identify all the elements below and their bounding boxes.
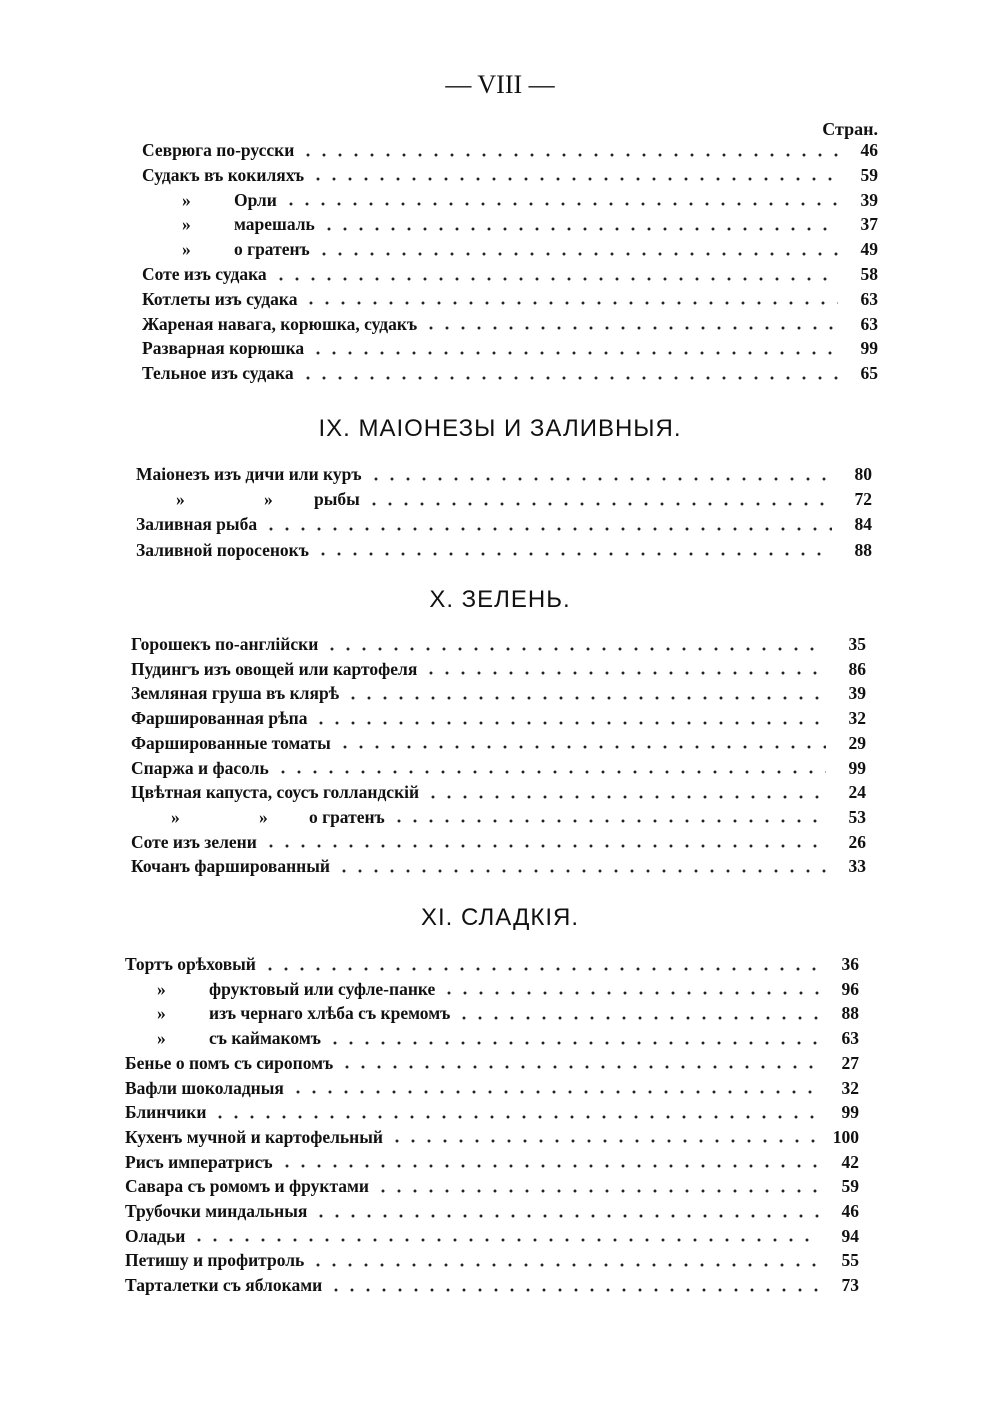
toc-entry xyxy=(142,287,878,312)
toc-entry-page: 63 xyxy=(860,288,878,309)
toc-entry xyxy=(131,657,866,682)
dot-leader xyxy=(300,375,838,381)
toc-entry-title: Севрюга по-русски xyxy=(142,140,295,160)
toc-entry-page: 59 xyxy=(841,1176,859,1197)
toc-entry-page: 73 xyxy=(841,1275,859,1296)
dot-leader xyxy=(456,1015,819,1021)
toc-entry-page: 32 xyxy=(848,708,866,729)
dot-leader xyxy=(313,1213,819,1219)
toc-entry-page: 88 xyxy=(841,1003,859,1024)
section-heading: IX. МАIОНЕЗЫ И ЗАЛИВНЫЯ. xyxy=(318,415,682,442)
toc-entry-page: 37 xyxy=(860,214,878,235)
dot-leader xyxy=(212,1114,819,1120)
dot-leader xyxy=(310,1262,819,1268)
ditto-mark: » xyxy=(264,489,273,510)
ditto-mark: » xyxy=(157,1028,166,1049)
toc-entry-title: Трубочки миндальныя xyxy=(125,1201,308,1221)
dot-leader xyxy=(339,1064,819,1070)
toc-entry xyxy=(125,1100,859,1125)
toc-entry xyxy=(157,1001,859,1026)
toc-entry-page: 72 xyxy=(854,489,872,510)
dot-leader xyxy=(423,325,838,331)
toc-entry-page: 80 xyxy=(854,464,872,484)
toc-entry-page: 53 xyxy=(848,806,866,827)
toc-entry-page: 26 xyxy=(848,831,866,852)
dot-leader xyxy=(315,551,832,557)
toc-entry-title: Рисъ императрисъ xyxy=(125,1151,273,1172)
toc-entry-page: 27 xyxy=(841,1052,859,1073)
dot-leader xyxy=(366,501,832,507)
toc-entry-page: 55 xyxy=(841,1250,859,1271)
toc-entry xyxy=(157,1026,859,1051)
toc-entry-title: Пудингъ изъ овощей или картофеля xyxy=(131,658,418,679)
dot-leader xyxy=(310,176,838,182)
dot-leader xyxy=(441,990,819,996)
toc-entry xyxy=(142,163,878,188)
dot-leader xyxy=(310,350,838,356)
toc-entry-title: Жареная навага, корюшка, судакъ xyxy=(142,313,418,334)
toc-entry-page: 84 xyxy=(854,514,872,535)
toc-entry xyxy=(125,952,859,977)
ditto-mark: » xyxy=(182,189,191,210)
dot-leader xyxy=(191,1237,819,1243)
toc-entry-page: 42 xyxy=(841,1151,859,1172)
toc-entry xyxy=(125,1248,859,1273)
toc-entry-title: фруктовый или суфле-панке xyxy=(209,978,436,999)
toc-entry xyxy=(131,681,866,706)
toc-entry xyxy=(182,212,878,237)
ditto-mark: » xyxy=(157,1003,166,1024)
toc-entry xyxy=(157,977,859,1002)
toc-entry xyxy=(125,1273,859,1298)
toc-entry xyxy=(182,188,878,213)
toc-entry-title: Горошекъ по-англійски xyxy=(131,634,319,654)
toc-entry-title: Тортъ орѣховый xyxy=(125,954,256,974)
toc-entry xyxy=(125,1051,859,1076)
toc-entry-title: Земляная груша въ клярѣ xyxy=(131,683,340,704)
toc-entry-page: 29 xyxy=(848,732,866,753)
toc-entry-page: 100 xyxy=(832,1126,859,1147)
dot-leader xyxy=(273,276,838,282)
dot-leader xyxy=(337,744,826,750)
dot-leader xyxy=(275,769,826,775)
dot-leader xyxy=(425,794,826,800)
dot-leader xyxy=(263,843,826,849)
ditto-mark: » xyxy=(182,239,191,260)
dot-leader xyxy=(336,868,826,874)
toc-entry-page: 86 xyxy=(848,658,866,679)
toc-entry xyxy=(131,780,866,805)
toc-entry-title: Заливной поросенокъ xyxy=(136,539,309,560)
ditto-mark: » xyxy=(259,806,268,827)
dot-leader xyxy=(327,1040,819,1046)
toc-entry xyxy=(131,706,866,731)
toc-entry-title: Цвѣтная капуста, соусъ голландскій xyxy=(131,782,420,803)
dot-leader xyxy=(316,251,838,257)
toc-entry xyxy=(131,756,866,781)
toc-entry-title: Кочанъ фаршированный xyxy=(131,856,331,877)
dot-leader xyxy=(279,1163,819,1169)
ditto-mark: » xyxy=(182,214,191,235)
toc-entry-page: 39 xyxy=(848,683,866,704)
toc-entry xyxy=(125,1224,859,1249)
ditto-mark: » xyxy=(176,489,185,510)
dot-leader xyxy=(321,226,838,232)
toc-entry-page: 32 xyxy=(841,1077,859,1098)
toc-entry xyxy=(171,805,866,830)
dot-leader xyxy=(283,201,838,207)
toc-entry xyxy=(131,731,866,756)
toc-entry-title: Тарталетки съ яблоками xyxy=(125,1275,323,1296)
toc-entry-title: Маіонезъ изъ дичи или куръ xyxy=(136,464,362,484)
ditto-mark: » xyxy=(157,978,166,999)
toc-entry-page: 33 xyxy=(848,856,866,877)
toc-entry-page: 46 xyxy=(860,140,878,160)
toc-entry xyxy=(142,138,878,163)
toc-entry-title: Соте изъ зелени xyxy=(131,831,257,852)
dot-leader xyxy=(345,695,826,701)
toc-entry-title: изъ чернаго хлѣба съ кремомъ xyxy=(209,1003,451,1024)
toc-entry xyxy=(136,538,872,563)
ditto-mark: » xyxy=(171,806,180,827)
toc-entry-page: 99 xyxy=(860,338,878,359)
toc-entry-page: 36 xyxy=(841,954,859,974)
toc-entry-title: Фаршированная рѣпа xyxy=(131,708,308,729)
toc-entry-title: Вафли шоколадныя xyxy=(125,1077,284,1098)
toc-entry xyxy=(125,1174,859,1199)
toc-entry-title: марешаль xyxy=(234,214,315,235)
toc-entry-page: 46 xyxy=(841,1201,859,1221)
dot-leader xyxy=(423,670,826,676)
toc-entry xyxy=(176,487,872,512)
page-column-header: Стран. xyxy=(822,119,878,139)
toc-entry xyxy=(142,336,878,361)
toc-entry-title: Оладьи xyxy=(125,1225,186,1246)
toc-entry-page: 49 xyxy=(860,239,878,260)
toc-entry-title: Орли xyxy=(234,189,277,210)
dot-leader xyxy=(375,1188,819,1194)
toc-entry-page: 96 xyxy=(841,978,859,999)
toc-entry-title: Блинчики xyxy=(125,1102,207,1123)
dot-leader xyxy=(389,1138,819,1144)
toc-entry xyxy=(142,312,878,337)
toc-entry-page: 39 xyxy=(860,189,878,210)
dot-leader xyxy=(324,646,826,652)
toc-entry-title: о гратенъ xyxy=(309,806,385,827)
toc-entry-page: 35 xyxy=(848,634,866,654)
toc-entry-page: 63 xyxy=(860,313,878,334)
dot-leader xyxy=(313,720,826,726)
toc-entry xyxy=(125,1150,859,1175)
toc-entry-page: 99 xyxy=(848,757,866,778)
toc-entry-title: о гратенъ xyxy=(234,239,310,260)
toc-entry-page: 88 xyxy=(854,539,872,560)
toc-entry xyxy=(182,237,878,262)
toc-entry-title: Петишу и профитроль xyxy=(125,1250,305,1271)
toc-entry xyxy=(125,1076,859,1101)
toc-entry-page: 63 xyxy=(841,1028,859,1049)
toc-entry-page: 58 xyxy=(860,264,878,284)
dot-leader xyxy=(368,476,832,482)
toc-entry-title: Котлеты изъ судака xyxy=(142,288,298,309)
dot-leader xyxy=(263,526,832,532)
toc-entry xyxy=(142,262,878,287)
dot-leader xyxy=(303,300,838,306)
toc-entry-page: 94 xyxy=(841,1225,859,1246)
toc-entry xyxy=(131,854,866,879)
dot-leader xyxy=(290,1089,819,1095)
toc-entry-page: 59 xyxy=(860,164,878,185)
toc-entry-title: Бенье о помъ съ сиропомъ xyxy=(125,1052,334,1073)
page-number: — VIII — xyxy=(445,70,555,99)
section-heading: XI. СЛАДКIЯ. xyxy=(420,904,579,931)
toc-entry-title: Разварная корюшка xyxy=(142,338,305,359)
dot-leader xyxy=(262,966,819,972)
toc-entry-title: рыбы xyxy=(314,489,360,510)
toc-entry-title: Тельное изъ судака xyxy=(142,363,294,384)
section-heading: X. ЗЕЛЕНЬ. xyxy=(429,586,571,613)
toc-entry xyxy=(131,830,866,855)
dot-leader xyxy=(391,818,826,824)
toc-entry-title: Судакъ въ кокиляхъ xyxy=(142,164,305,185)
toc-entry-title: Савара съ ромомъ и фруктами xyxy=(125,1176,370,1197)
toc-entry xyxy=(136,512,872,537)
toc-entry-title: Фаршированные томаты xyxy=(131,732,331,753)
toc-entry-title: съ каймакомъ xyxy=(209,1028,321,1049)
toc-entry-page: 99 xyxy=(841,1102,859,1123)
toc-entry xyxy=(131,632,866,657)
toc-entry xyxy=(136,462,872,487)
toc-entry xyxy=(125,1199,859,1224)
dot-leader xyxy=(328,1287,819,1293)
toc-entry-title: Спаржа и фасоль xyxy=(131,757,269,778)
toc-entry xyxy=(125,1125,859,1150)
toc-entry xyxy=(142,361,878,386)
toc-entry-page: 65 xyxy=(860,363,878,384)
toc-entry-page: 24 xyxy=(848,782,866,803)
toc-entry-title: Соте изъ судака xyxy=(142,264,267,284)
toc-entry-title: Кухенъ мучной и картофельный xyxy=(125,1126,383,1147)
dot-leader xyxy=(300,152,838,158)
toc-entry-title: Заливная рыба xyxy=(136,514,258,535)
